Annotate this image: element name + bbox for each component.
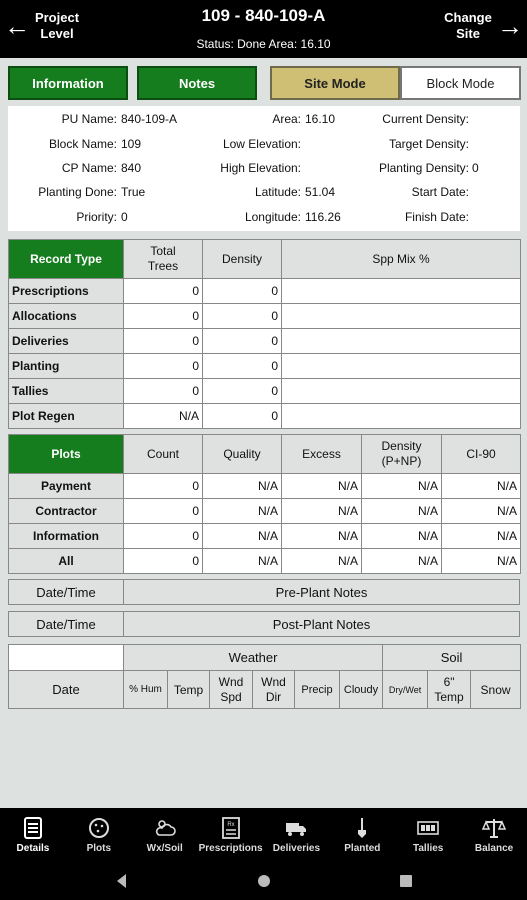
excess-cell: N/A	[282, 499, 362, 524]
wind-direction-header-line2: Dir	[265, 689, 282, 704]
ci90-cell: N/A	[442, 549, 521, 574]
density-cell: 0	[203, 329, 282, 354]
quality-cell: N/A	[203, 549, 282, 574]
excess-cell: N/A	[282, 524, 362, 549]
site-info-panel	[8, 106, 520, 231]
excess-cell: N/A	[282, 474, 362, 499]
top-app-bar	[0, 0, 527, 58]
project-level-label-2: Level	[40, 26, 74, 41]
pre-plant-notes-row[interactable]	[8, 579, 520, 605]
recents-button[interactable]	[398, 872, 414, 895]
row-label: Planting	[9, 354, 124, 379]
nav-balance[interactable]	[461, 808, 527, 864]
change-site-button[interactable]	[443, 10, 523, 42]
spp-mix-cell	[282, 279, 521, 304]
nav-tallies[interactable]	[395, 808, 461, 864]
count-cell: 0	[124, 549, 203, 574]
total-trees-cell: N/A	[124, 404, 203, 429]
project-level-label-1: Project	[34, 10, 80, 25]
quality-cell: N/A	[203, 499, 282, 524]
longitude-value: 116.26	[305, 210, 341, 224]
nav-deliveries[interactable]	[264, 808, 330, 864]
nav-plots[interactable]	[66, 808, 132, 864]
table-row[interactable]	[9, 279, 521, 304]
site-mode-button[interactable]: Site Mode	[270, 66, 400, 100]
table-row[interactable]	[9, 404, 521, 429]
change-site-label-1: Change	[444, 10, 492, 25]
total-trees-header-line1: Total	[150, 244, 176, 258]
info-row	[8, 108, 520, 132]
info-row	[8, 157, 520, 181]
humidity-header: % Hum	[124, 671, 168, 709]
longitude-label: Longitude:	[244, 210, 301, 224]
quality-cell: N/A	[203, 524, 282, 549]
density-cell: 0	[203, 304, 282, 329]
wind-direction-header	[253, 671, 295, 709]
shovel-icon	[350, 816, 374, 840]
record-type-header: Record Type	[9, 240, 124, 279]
row-label: Information	[9, 524, 124, 549]
recents-square-icon	[398, 872, 414, 890]
nav-label: Deliveries	[272, 843, 321, 854]
table-row[interactable]	[9, 354, 521, 379]
change-site-label-2: Site	[456, 26, 480, 41]
table-group-header-row	[9, 645, 521, 671]
dry-wet-header: Dry/Wet	[383, 671, 428, 709]
density-cell: 0	[203, 279, 282, 304]
empty-cell	[9, 645, 124, 671]
block-mode-button[interactable]: Block Mode	[400, 66, 521, 100]
total-trees-cell: 0	[124, 329, 203, 354]
planting-density-label: Planting Density:	[378, 161, 469, 175]
back-triangle-icon	[114, 872, 128, 890]
excess-cell: N/A	[282, 549, 362, 574]
planting-density-value: 0	[472, 161, 479, 175]
soil-temp-header-line2: Temp	[434, 689, 464, 704]
nav-label: Balance	[474, 843, 514, 854]
snow-header: Snow	[471, 671, 521, 709]
block-name-label: Block Name:	[48, 137, 117, 151]
spp-mix-cell	[282, 304, 521, 329]
priority-label: Priority:	[76, 210, 117, 224]
start-date-label: Start Date:	[411, 185, 469, 199]
cp-name-label: CP Name:	[61, 161, 117, 175]
android-system-nav	[0, 864, 527, 900]
total-trees-cell: 0	[124, 379, 203, 404]
spp-mix-cell	[282, 354, 521, 379]
high-elevation-label: High Elevation:	[220, 161, 301, 175]
ci90-cell: N/A	[442, 474, 521, 499]
current-density-label: Current Density:	[382, 112, 469, 126]
count-cell: 0	[124, 474, 203, 499]
density-header: Density	[203, 240, 282, 279]
table-row[interactable]	[9, 304, 521, 329]
status-line: Status: Done Area: 16.10	[196, 37, 331, 51]
wind-speed-header	[210, 671, 253, 709]
weather-cloud-icon	[153, 816, 177, 840]
wind-speed-header-line2: Spd	[220, 689, 242, 704]
density-pnp-header-line2: (P+NP)	[381, 454, 422, 468]
plots-table	[8, 434, 521, 574]
row-label: Contractor	[9, 499, 124, 524]
page-title: 109 - 840-109-A	[201, 6, 326, 25]
arrow-right-icon: →	[497, 11, 523, 41]
table-row[interactable]	[9, 379, 521, 404]
density-cell: 0	[203, 404, 282, 429]
ci90-header: CI-90	[442, 435, 521, 474]
row-label: Deliveries	[9, 329, 124, 354]
table-row[interactable]	[9, 499, 521, 524]
truck-icon	[284, 816, 308, 840]
nav-label: Wx/Soil	[146, 843, 183, 854]
table-header-row	[9, 435, 521, 474]
density-cell: N/A	[362, 474, 442, 499]
notes-tab-button[interactable]: Notes	[137, 66, 257, 100]
row-label: Plot Regen	[9, 404, 124, 429]
table-header-row	[9, 671, 521, 709]
date-header: Date	[9, 671, 124, 709]
info-row	[8, 206, 520, 230]
pre-plant-notes-header[interactable]: Pre-Plant Notes	[275, 584, 368, 600]
planting-done-label: Planting Done:	[38, 185, 117, 199]
nav-label: Plots	[86, 843, 112, 854]
row-label: Allocations	[9, 304, 124, 329]
density-cell: N/A	[362, 499, 442, 524]
weather-soil-table	[8, 644, 521, 709]
wind-direction-header-line1: Wnd	[261, 674, 286, 689]
table-row[interactable]	[9, 329, 521, 354]
precip-header: Precip	[295, 671, 340, 709]
density-pnp-header-line1: Density	[381, 439, 422, 453]
row-label: All	[9, 549, 124, 574]
priority-value: 0	[121, 210, 128, 224]
spp-mix-cell	[282, 379, 521, 404]
table-row[interactable]	[9, 549, 521, 574]
total-trees-cell: 0	[124, 304, 203, 329]
finish-date-label: Finish Date:	[404, 210, 469, 224]
plots-header: Plots	[9, 435, 124, 474]
density-cell: 0	[203, 354, 282, 379]
target-density-label: Target Density:	[388, 137, 469, 151]
weather-group-header: Weather	[124, 645, 383, 671]
ci90-cell: N/A	[442, 499, 521, 524]
latitude-label: Latitude:	[254, 185, 301, 199]
row-label: Payment	[9, 474, 124, 499]
spp-mix-header: Spp Mix %	[282, 240, 521, 279]
quality-header: Quality	[203, 435, 282, 474]
nav-label: Planted	[344, 843, 381, 854]
tallies-icon	[416, 816, 440, 840]
soil-group-header: Soil	[383, 645, 521, 671]
info-row	[8, 181, 520, 205]
plots-icon	[87, 816, 111, 840]
soil-temp-header-line1: 6"	[443, 674, 455, 689]
temp-header: Temp	[168, 671, 210, 709]
table-row[interactable]	[9, 474, 521, 499]
count-cell: 0	[124, 524, 203, 549]
bottom-navigation	[0, 808, 527, 864]
ci90-cell: N/A	[442, 524, 521, 549]
post-plant-notes-header[interactable]: Post-Plant Notes	[272, 616, 371, 632]
count-cell: 0	[124, 499, 203, 524]
total-trees-cell: 0	[124, 279, 203, 304]
block-name-value: 109	[121, 137, 142, 151]
excess-header: Excess	[282, 435, 362, 474]
svg-text:Rx: Rx	[226, 822, 235, 828]
total-trees-header-line2: Trees	[147, 259, 179, 273]
total-trees-cell: 0	[124, 354, 203, 379]
row-label: Prescriptions	[9, 279, 124, 304]
soil-temp-header	[428, 671, 471, 709]
post-plant-notes-row[interactable]	[8, 611, 520, 637]
nav-label: Tallies	[412, 843, 444, 854]
table-row[interactable]	[9, 524, 521, 549]
total-trees-header	[124, 240, 203, 279]
wind-speed-header-line1: Wnd	[218, 674, 244, 689]
record-type-table	[8, 239, 521, 429]
row-label: Tallies	[9, 379, 124, 404]
pu-name-label: PU Name:	[61, 112, 117, 126]
info-row	[8, 133, 520, 157]
pre-plant-date-header: Date/Time	[9, 580, 124, 604]
nav-label: Prescriptions	[198, 843, 263, 854]
planting-done-value: True	[121, 185, 146, 199]
home-button[interactable]	[256, 872, 272, 895]
arrow-left-icon: ←	[4, 11, 30, 41]
nav-planted[interactable]	[329, 808, 395, 864]
cp-name-value: 840	[121, 161, 142, 175]
nav-wx-soil[interactable]	[132, 808, 198, 864]
area-label: Area:	[272, 112, 301, 126]
information-tab-button[interactable]: Information	[8, 66, 128, 100]
details-icon	[21, 816, 45, 840]
density-cell: 0	[203, 379, 282, 404]
low-elevation-label: Low Elevation:	[222, 137, 301, 151]
spp-mix-cell	[282, 329, 521, 354]
area-value: 16.10	[305, 112, 336, 126]
spp-mix-cell	[282, 404, 521, 429]
prescriptions-icon	[219, 816, 243, 840]
cloudy-header: Cloudy	[340, 671, 383, 709]
back-button[interactable]	[114, 872, 128, 895]
table-header-row	[9, 240, 521, 279]
count-header: Count	[124, 435, 203, 474]
quality-cell: N/A	[203, 474, 282, 499]
nav-details[interactable]	[0, 808, 66, 864]
density-pnp-header	[362, 435, 442, 474]
nav-prescriptions[interactable]	[198, 808, 264, 864]
latitude-value: 51.04	[305, 185, 336, 199]
home-circle-icon	[256, 872, 272, 890]
nav-label: Details	[16, 843, 50, 854]
density-cell: N/A	[362, 549, 442, 574]
density-cell: N/A	[362, 524, 442, 549]
balance-scale-icon	[482, 816, 506, 840]
pu-name-value: 840-109-A	[121, 112, 178, 126]
post-plant-date-header: Date/Time	[9, 612, 124, 636]
